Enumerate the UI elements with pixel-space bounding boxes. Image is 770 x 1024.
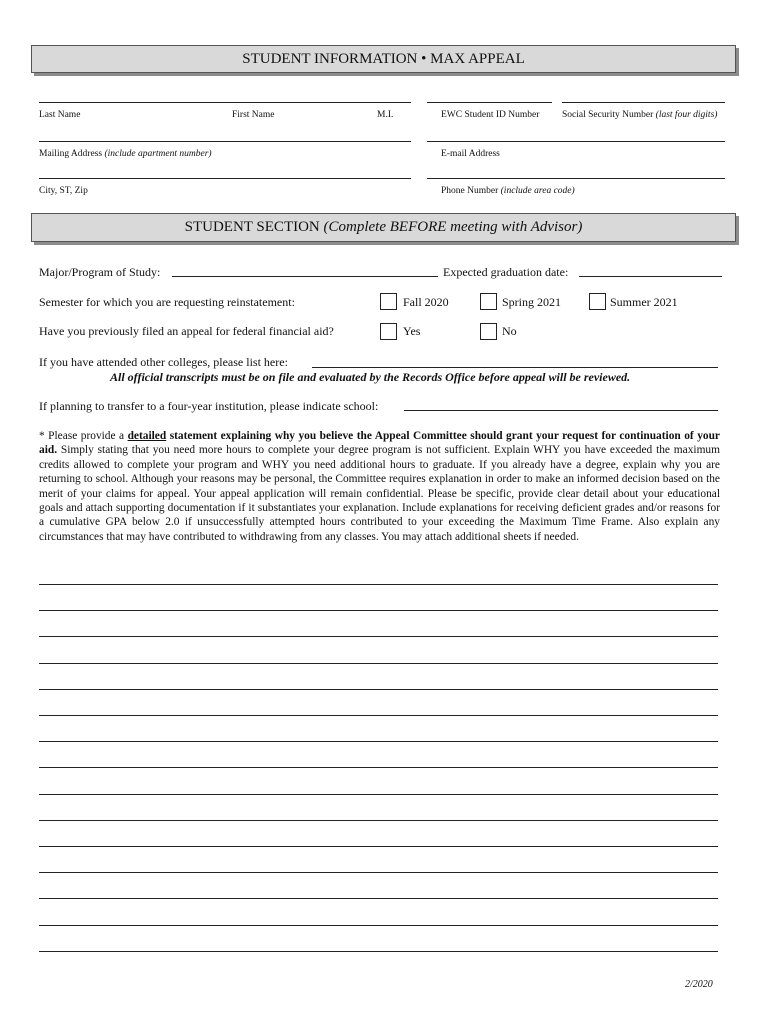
ssn-label-text: Social Security Number [562, 110, 654, 120]
phone-note: (include area code) [500, 186, 575, 196]
student-section-banner [31, 213, 736, 242]
statement-line[interactable] [39, 610, 718, 611]
statement-line[interactable] [39, 715, 718, 716]
last-name-label: Last Name [39, 110, 81, 120]
appeal-yes-label: Yes [403, 324, 421, 338]
email-field[interactable] [427, 141, 725, 142]
statement-lead: * Please provide a [39, 430, 125, 442]
phone-label-text: Phone Number [441, 186, 499, 196]
spring-2021-label: Spring 2021 [502, 295, 562, 309]
summer-2021-checkbox[interactable] [589, 293, 606, 310]
appeal-yes-checkbox[interactable] [380, 323, 397, 340]
statement-line[interactable] [39, 872, 718, 873]
mi-label: M.I. [377, 110, 394, 120]
statement-emphasis: detailed [127, 430, 167, 442]
statement-line[interactable] [39, 636, 718, 637]
first-name-label: First Name [232, 110, 275, 120]
colleges-label: If you have attended other colleges, please list here: [39, 355, 288, 369]
fall-2020-checkbox[interactable] [380, 293, 397, 310]
major-field[interactable] [172, 276, 438, 277]
appeal-question: Have you previously filed an appeal for federal financial aid? [39, 324, 334, 338]
statement-line[interactable] [39, 951, 718, 952]
statement-line[interactable] [39, 584, 718, 585]
summer-2021-label: Summer 2021 [610, 295, 678, 309]
email-label: E-mail Address [441, 149, 500, 159]
fall-2020-label: Fall 2020 [403, 295, 449, 309]
statement-line[interactable] [39, 898, 718, 899]
graduation-field[interactable] [579, 276, 722, 277]
ssn-field[interactable] [562, 102, 725, 103]
statement-bold: statement explaining why you believe the Appeal Committee should grant your request for continuation of your aid. [39, 430, 720, 457]
statement-body: Simply stating that you need more hours to complete your degree program is not sufficient. Explain WHY you have exceeded the maximum credits allowed to complete your program and WHY you need additional hours to graduate. If you already have a degree, explain why you are returning to school. Although your reasons may be personal, the Committee requires explanation in order to make an informed decision based on the merit of your claims for appeal. Your appeal application will remain confidential. Please be specific, provide clear detail about your educational goals and attach supporting documentation if it substantiates your explanation. Include explanations for receiving deficient grades and/or reasons for a cumulative GPA below 2.0 if unsuccessfully attempted hours contributed to your exceeding the Maximum Time Frame. Also explain any circumstances that may have contributed to withdrawing from any classes. You may attach additional sheets if needed. [39, 444, 720, 543]
mailing-address-field[interactable] [39, 141, 411, 142]
major-label: Major/Program of Study: [39, 265, 161, 279]
statement-line[interactable] [39, 689, 718, 690]
student-id-field[interactable] [427, 102, 552, 103]
city-field[interactable] [39, 178, 411, 179]
phone-label [441, 186, 575, 196]
last-first-mi-field[interactable] [39, 102, 411, 103]
page-title-banner [31, 45, 736, 73]
student-section-subtitle: (Complete BEFORE meeting with Advisor) [323, 219, 583, 235]
statement-instructions [39, 429, 720, 544]
statement-line[interactable] [39, 767, 718, 768]
statement-line[interactable] [39, 846, 718, 847]
city-label: City, ST, Zip [39, 186, 88, 196]
semester-label: Semester for which you are requesting reinstatement: [39, 295, 295, 309]
statement-line[interactable] [39, 925, 718, 926]
transcripts-note: All official transcripts must be on file and evaluated by the Records Office before appeal will be reviewed. [110, 370, 631, 384]
statement-line[interactable] [39, 820, 718, 821]
appeal-no-checkbox[interactable] [480, 323, 497, 340]
statement-line[interactable] [39, 741, 718, 742]
ssn-note: (last four digits) [655, 110, 718, 120]
appeal-no-label: No [502, 324, 517, 338]
ssn-label [562, 110, 717, 120]
page-title: STUDENT INFORMATION • MAX APPEAL [242, 51, 525, 67]
transfer-label: If planning to transfer to a four-year institution, please indicate school: [39, 399, 379, 413]
spring-2021-checkbox[interactable] [480, 293, 497, 310]
phone-field[interactable] [427, 178, 725, 179]
student-section-title: STUDENT SECTION [184, 219, 320, 235]
colleges-field[interactable] [312, 367, 718, 368]
student-id-label: EWC Student ID Number [441, 110, 540, 120]
statement-line[interactable] [39, 663, 718, 664]
statement-line[interactable] [39, 794, 718, 795]
transfer-field[interactable] [404, 410, 718, 411]
mailing-address-label [39, 149, 212, 159]
graduation-label: Expected graduation date: [443, 265, 569, 279]
revision-date: 2/2020 [685, 979, 713, 990]
mailing-address-label-text: Mailing Address [39, 149, 103, 159]
mailing-address-note: (include apartment number) [104, 149, 212, 159]
